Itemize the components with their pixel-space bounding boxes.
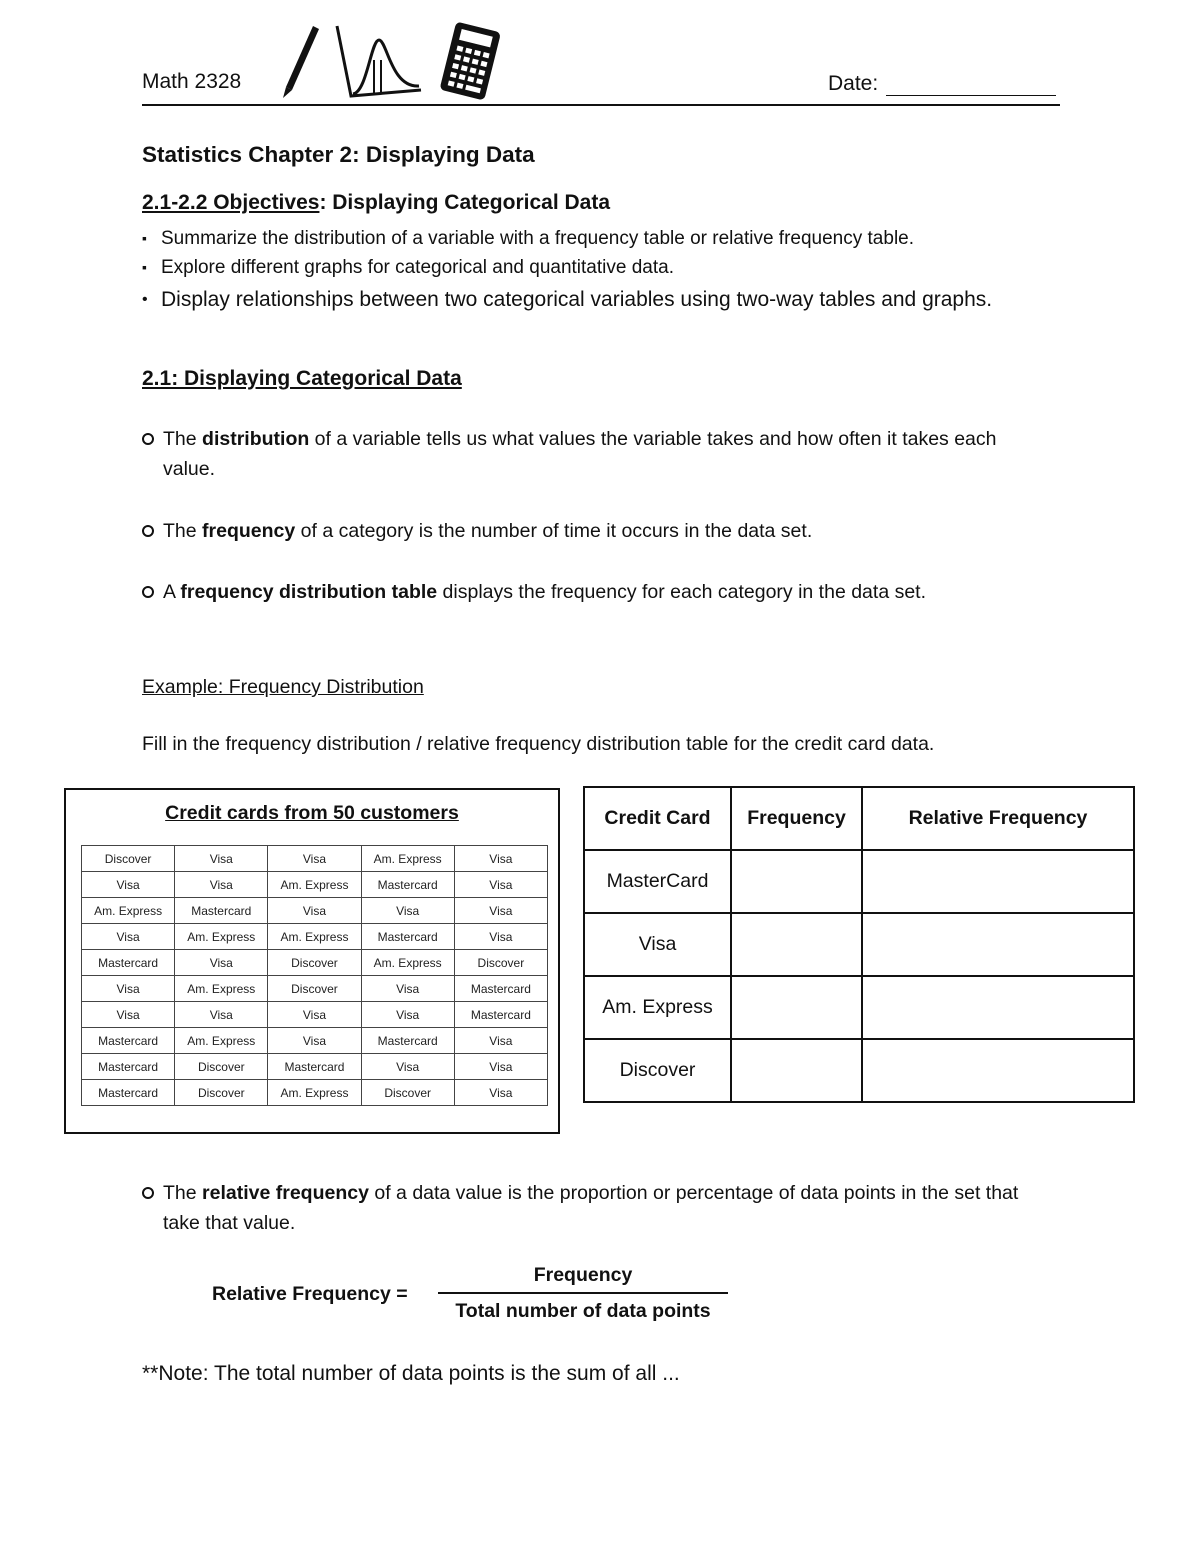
- definition-frequency-table: [142, 577, 1052, 607]
- data-cell: Visa: [82, 976, 175, 1002]
- data-cell: Visa: [175, 872, 268, 898]
- data-cell: Visa: [175, 846, 268, 872]
- table-row: [82, 898, 548, 924]
- data-cell: Visa: [361, 1002, 454, 1028]
- objectives-heading-rest: : Displaying Categorical Data: [319, 191, 611, 214]
- data-cell: Discover: [268, 976, 361, 1002]
- def-text-before: The: [163, 428, 203, 450]
- objectives-list: [142, 224, 1042, 317]
- note-text: **Note: The total number of data points is the sum of all ...: [142, 1362, 680, 1385]
- data-cell: Visa: [82, 1002, 175, 1028]
- data-cell: Visa: [82, 872, 175, 898]
- data-cell: Am. Express: [268, 924, 361, 950]
- header-illustration: [275, 20, 510, 105]
- calculator-icon: [439, 22, 501, 101]
- normal-curve-icon: [337, 26, 421, 96]
- table-row: [82, 1002, 548, 1028]
- definition-frequency: [142, 516, 1052, 546]
- data-cell: Discover: [268, 950, 361, 976]
- data-cell: Discover: [175, 1080, 268, 1106]
- example-instruction: Fill in the frequency distribution / relative frequency distribution table for the credit card data.: [142, 733, 935, 755]
- def-term: relative frequency: [202, 1182, 369, 1204]
- data-cell: Visa: [361, 898, 454, 924]
- data-cell: Visa: [268, 1028, 361, 1054]
- objectives-heading: [142, 191, 610, 215]
- page-title: Statistics Chapter 2: Displaying Data: [142, 142, 535, 167]
- header-credit-card: Credit Card: [584, 787, 731, 850]
- category-cell: Discover: [584, 1039, 731, 1102]
- data-cell: Mastercard: [268, 1054, 361, 1080]
- objectives-heading-label: 2.1-2.2 Objectives: [142, 191, 320, 214]
- data-cell: Am. Express: [175, 924, 268, 950]
- section-heading: 2.1: Displaying Categorical Data: [142, 367, 462, 390]
- relative-frequency-blank-cell[interactable]: [862, 976, 1134, 1039]
- table-row: [82, 1054, 548, 1080]
- data-cell: Visa: [175, 950, 268, 976]
- table-row: [82, 976, 548, 1002]
- formula-numerator: Frequency: [438, 1264, 728, 1294]
- def-text-before: The: [163, 520, 203, 542]
- relative-frequency-blank-cell[interactable]: [862, 850, 1134, 913]
- credit-card-data-box: [64, 788, 560, 1134]
- category-cell: MasterCard: [584, 850, 731, 913]
- data-cell: Visa: [454, 1028, 547, 1054]
- header-relative-frequency: Relative Frequency: [862, 787, 1134, 850]
- def-text-before: The: [163, 1182, 203, 1204]
- def-text-before: A: [163, 581, 181, 603]
- data-cell: Discover: [361, 1080, 454, 1106]
- data-cell: Am. Express: [361, 950, 454, 976]
- data-cell: Visa: [268, 898, 361, 924]
- data-cell: Visa: [454, 924, 547, 950]
- def-term: frequency: [202, 520, 296, 542]
- def-text-after: of a data value is the proportion or percentage of data points in the set that take that value.: [163, 1182, 1019, 1234]
- table-row: [584, 976, 1134, 1039]
- pencil-icon: [283, 26, 319, 98]
- frequency-blank-cell[interactable]: [731, 976, 862, 1039]
- header-rule: [142, 104, 1060, 106]
- def-text-after: of a variable tells us what values the variable takes and how often it takes each value.: [163, 428, 997, 480]
- relative-frequency-blank-cell[interactable]: [862, 1039, 1134, 1102]
- def-term: frequency distribution table: [180, 581, 438, 603]
- header-frequency: Frequency: [731, 787, 862, 850]
- data-cell: Discover: [454, 950, 547, 976]
- data-cell: Mastercard: [82, 1028, 175, 1054]
- objective-item: ▪ Explore different graphs for categorical and quantitative data.: [142, 253, 1042, 282]
- data-cell: Discover: [175, 1054, 268, 1080]
- data-cell: Visa: [361, 976, 454, 1002]
- date-label: Date:: [828, 72, 879, 95]
- data-cell: Discover: [82, 846, 175, 872]
- date-field: [828, 72, 1056, 96]
- def-text-after: displays the frequency for each category in the data set.: [437, 581, 927, 603]
- data-title: Credit cards from 50 customers: [165, 802, 459, 824]
- objective-item: ▪ Summarize the distribution of a variable with a frequency table or relative frequency table.: [142, 224, 1042, 253]
- table-row: [584, 913, 1134, 976]
- table-row: [584, 850, 1134, 913]
- data-cell: Mastercard: [175, 898, 268, 924]
- data-cell: Visa: [454, 1080, 547, 1106]
- data-cell: Am. Express: [268, 1080, 361, 1106]
- data-cell: Mastercard: [454, 976, 547, 1002]
- frequency-blank-cell[interactable]: [731, 1039, 862, 1102]
- table-row: [82, 872, 548, 898]
- def-term: distribution: [202, 428, 310, 450]
- date-blank: [886, 77, 1056, 96]
- data-cell: Mastercard: [361, 924, 454, 950]
- ring-bullet-icon: [142, 433, 154, 445]
- formula-denominator: Total number of data points: [455, 1300, 711, 1322]
- data-cell: Am. Express: [82, 898, 175, 924]
- table-row: [584, 1039, 1134, 1102]
- ring-bullet-icon: [142, 525, 154, 537]
- objective-item: • Display relationships between two categorical variables using two-way tables and graphs.: [142, 283, 1042, 317]
- category-cell: Visa: [584, 913, 731, 976]
- table-row: [82, 846, 548, 872]
- data-cell: Visa: [268, 1002, 361, 1028]
- data-cell: Am. Express: [268, 872, 361, 898]
- example-heading: Example: Frequency Distribution: [142, 676, 424, 698]
- data-cell: Am. Express: [175, 976, 268, 1002]
- frequency-distribution-table: [583, 786, 1135, 1103]
- table-row: [82, 1080, 548, 1106]
- table-row: [82, 1028, 548, 1054]
- data-cell: Am. Express: [175, 1028, 268, 1054]
- data-cell: Visa: [454, 846, 547, 872]
- data-cell: Am. Express: [361, 846, 454, 872]
- data-cell: Visa: [175, 1002, 268, 1028]
- data-cell: Visa: [268, 846, 361, 872]
- table-row: [82, 950, 548, 976]
- data-cell: Visa: [361, 1054, 454, 1080]
- data-cell: Mastercard: [361, 872, 454, 898]
- table-row: [82, 924, 548, 950]
- frequency-blank-cell[interactable]: [731, 850, 862, 913]
- formula-label: Relative Frequency =: [212, 1283, 408, 1305]
- def-text-after: of a category is the number of time it occurs in the data set.: [295, 520, 813, 542]
- data-cell: Visa: [454, 898, 547, 924]
- data-cell: Mastercard: [454, 1002, 547, 1028]
- category-cell: Am. Express: [584, 976, 731, 1039]
- data-cell: Visa: [454, 872, 547, 898]
- frequency-blank-cell[interactable]: [731, 913, 862, 976]
- relative-frequency-blank-cell[interactable]: [862, 913, 1134, 976]
- course-name: Math 2328: [142, 70, 242, 93]
- data-cell: Mastercard: [82, 1054, 175, 1080]
- data-cell: Mastercard: [82, 950, 175, 976]
- ring-bullet-icon: [142, 586, 154, 598]
- ring-bullet-icon: [142, 1187, 154, 1199]
- data-cell: Visa: [454, 1054, 547, 1080]
- credit-card-data-table: [81, 845, 548, 1106]
- data-cell: Mastercard: [361, 1028, 454, 1054]
- formula-fraction: [438, 1264, 728, 1323]
- data-cell: Mastercard: [82, 1080, 175, 1106]
- definition-distribution: [142, 424, 1052, 484]
- definition-relative-frequency: [142, 1178, 1052, 1238]
- data-cell: Visa: [82, 924, 175, 950]
